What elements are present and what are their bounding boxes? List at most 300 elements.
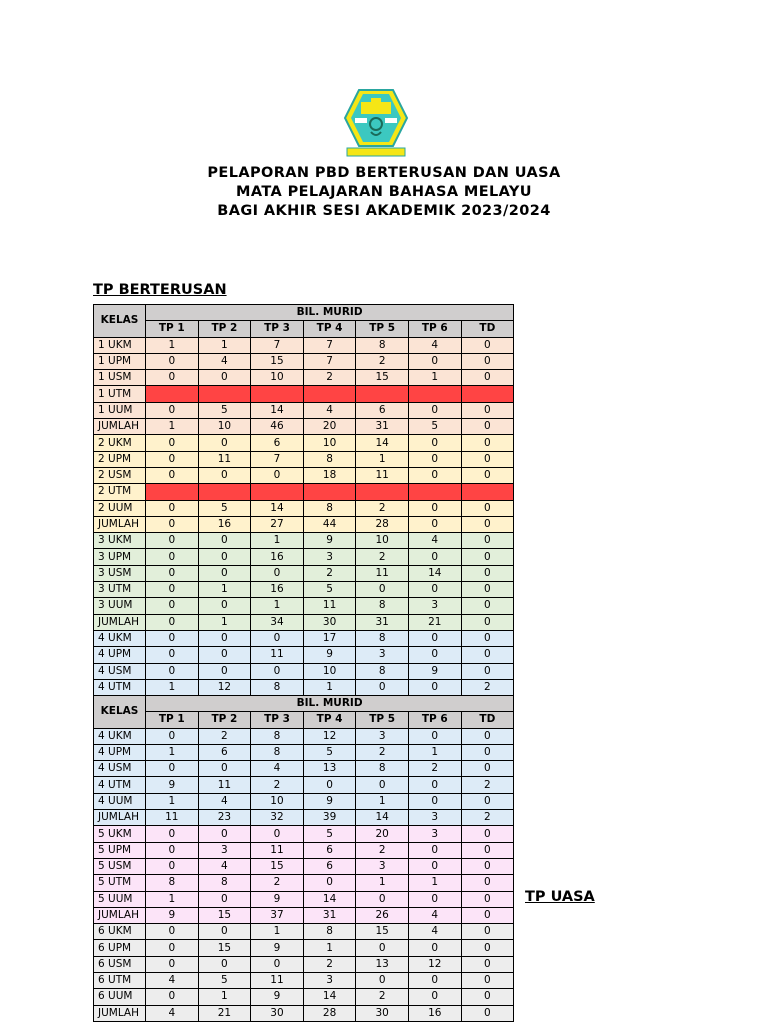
kelas-cell: 3 UTM [94,582,146,598]
kelas-cell: 3 UKM [94,533,146,549]
total-row [94,810,514,826]
value-cell: 0 [461,451,514,467]
value-cell [146,484,199,500]
value-cell: 15 [356,370,409,386]
header-tp1: TP 1 [146,712,199,728]
kelas-cell: JUMLAH [94,810,146,826]
table-row [94,484,514,500]
value-cell: 0 [408,793,461,809]
kelas-cell: 1 UKM [94,337,146,353]
value-cell: 0 [461,940,514,956]
value-cell: 0 [146,435,199,451]
value-cell: 0 [408,435,461,451]
value-cell: 11 [251,842,304,858]
value-cell [461,484,514,500]
value-cell: 46 [251,419,304,435]
header-tp3: TP 3 [251,321,304,337]
value-cell: 0 [461,353,514,369]
value-cell: 28 [303,1005,356,1021]
value-cell: 8 [303,451,356,467]
value-cell: 0 [198,630,251,646]
kelas-cell: 6 USM [94,956,146,972]
value-cell: 0 [303,875,356,891]
value-cell: 1 [356,451,409,467]
value-cell: 10 [303,435,356,451]
value-cell: 0 [461,467,514,483]
value-cell: 0 [146,761,199,777]
value-cell: 0 [146,402,199,418]
value-cell: 9 [146,777,199,793]
kelas-cell: 5 UUM [94,891,146,907]
value-cell: 2 [461,810,514,826]
value-cell: 39 [303,810,356,826]
value-cell: 14 [303,989,356,1005]
value-cell: 26 [356,907,409,923]
kelas-cell: JUMLAH [94,1005,146,1021]
value-cell [198,484,251,500]
value-cell: 0 [408,516,461,532]
value-cell: 3 [356,858,409,874]
value-cell: 0 [356,940,409,956]
value-cell: 0 [198,565,251,581]
value-cell: 0 [198,549,251,565]
value-cell: 10 [198,419,251,435]
value-cell [356,386,409,402]
value-cell: 9 [146,907,199,923]
table-row [94,826,514,842]
value-cell: 2 [461,679,514,695]
kelas-cell: 6 UTM [94,973,146,989]
value-cell: 0 [146,598,199,614]
value-cell: 7 [303,337,356,353]
kelas-cell: 5 UKM [94,826,146,842]
kelas-cell: JUMLAH [94,907,146,923]
value-cell: 0 [408,989,461,1005]
table-row [94,842,514,858]
value-cell: 0 [146,565,199,581]
table-row [94,679,514,695]
value-cell: 0 [461,500,514,516]
value-cell: 3 [198,842,251,858]
value-cell: 0 [146,353,199,369]
value-cell: 0 [461,989,514,1005]
value-cell: 7 [303,353,356,369]
kelas-cell: 2 UUM [94,500,146,516]
table-row [94,989,514,1005]
value-cell: 0 [461,549,514,565]
value-cell: 0 [461,337,514,353]
value-cell: 1 [408,744,461,760]
value-cell: 0 [251,956,304,972]
value-cell: 9 [251,891,304,907]
value-cell: 1 [146,419,199,435]
value-cell: 8 [251,679,304,695]
value-cell: 0 [408,858,461,874]
value-cell: 1 [198,614,251,630]
value-cell: 0 [356,582,409,598]
value-cell: 5 [198,500,251,516]
value-cell: 0 [146,533,199,549]
value-cell: 15 [198,907,251,923]
value-cell: 4 [198,858,251,874]
value-cell: 0 [461,647,514,663]
value-cell: 7 [251,337,304,353]
value-cell: 10 [251,370,304,386]
value-cell: 0 [408,679,461,695]
kelas-cell: 5 UPM [94,842,146,858]
header-tp5: TP 5 [356,321,409,337]
value-cell: 5 [408,419,461,435]
value-cell: 6 [303,858,356,874]
value-cell: 20 [303,419,356,435]
header-tp6: TP 6 [408,321,461,337]
value-cell: 12 [303,728,356,744]
table-row [94,858,514,874]
value-cell: 0 [198,924,251,940]
value-cell: 0 [198,598,251,614]
value-cell: 44 [303,516,356,532]
value-cell: 1 [198,582,251,598]
value-cell: 5 [303,826,356,842]
table-row [94,582,514,598]
value-cell: 32 [251,810,304,826]
value-cell: 6 [356,402,409,418]
value-cell: 18 [303,467,356,483]
kelas-cell: 4 UTM [94,679,146,695]
value-cell: 0 [356,891,409,907]
value-cell: 0 [146,989,199,1005]
value-cell: 3 [356,728,409,744]
value-cell: 1 [303,679,356,695]
header-tp4: TP 4 [303,321,356,337]
value-cell: 0 [198,761,251,777]
table-row [94,647,514,663]
value-cell [408,386,461,402]
table-row [94,598,514,614]
value-cell: 14 [251,402,304,418]
value-cell: 0 [461,435,514,451]
value-cell: 14 [408,565,461,581]
table-row [94,777,514,793]
value-cell: 0 [146,467,199,483]
kelas-cell: 4 UPM [94,744,146,760]
value-cell: 9 [303,533,356,549]
kelas-cell: JUMLAH [94,516,146,532]
total-row [94,419,514,435]
value-cell: 0 [461,858,514,874]
value-cell: 0 [408,500,461,516]
kelas-cell: 4 USM [94,663,146,679]
value-cell: 20 [356,826,409,842]
value-cell: 0 [461,842,514,858]
value-cell: 0 [146,516,199,532]
value-cell: 0 [146,728,199,744]
value-cell: 5 [198,973,251,989]
value-cell: 0 [356,973,409,989]
header-kelas: KELAS [94,696,146,729]
value-cell: 0 [303,777,356,793]
value-cell: 0 [408,777,461,793]
value-cell: 9 [251,940,304,956]
value-cell: 0 [408,630,461,646]
value-cell: 0 [251,467,304,483]
kelas-cell: 4 USM [94,761,146,777]
table-row [94,793,514,809]
value-cell: 0 [461,598,514,614]
value-cell: 0 [198,891,251,907]
kelas-cell: 6 UPM [94,940,146,956]
value-cell: 27 [251,516,304,532]
value-cell: 0 [198,826,251,842]
value-cell: 0 [146,647,199,663]
kelas-cell: 4 UUM [94,793,146,809]
value-cell: 5 [198,402,251,418]
value-cell: 2 [356,842,409,858]
school-crest-icon [343,88,409,158]
value-cell: 6 [303,842,356,858]
kelas-cell: 2 UTM [94,484,146,500]
table-row [94,533,514,549]
value-cell: 4 [408,533,461,549]
value-cell: 2 [303,565,356,581]
kelas-cell: 4 UPM [94,647,146,663]
value-cell: 0 [408,891,461,907]
value-cell: 11 [356,565,409,581]
value-cell: 0 [461,533,514,549]
table-row [94,956,514,972]
table-row [94,565,514,581]
value-cell: 11 [198,451,251,467]
value-cell: 30 [356,1005,409,1021]
value-cell: 3 [408,598,461,614]
value-cell: 15 [356,924,409,940]
value-cell: 0 [408,940,461,956]
value-cell: 0 [408,402,461,418]
value-cell: 1 [146,793,199,809]
value-cell: 11 [198,777,251,793]
value-cell: 11 [146,810,199,826]
kelas-cell: 1 UUM [94,402,146,418]
value-cell: 7 [251,451,304,467]
value-cell: 0 [408,647,461,663]
value-cell: 5 [303,744,356,760]
value-cell: 28 [356,516,409,532]
value-cell: 0 [461,875,514,891]
value-cell: 2 [356,353,409,369]
value-cell: 13 [356,956,409,972]
header-td: TD [461,712,514,728]
value-cell: 3 [408,810,461,826]
header-td: TD [461,321,514,337]
kelas-cell: JUMLAH [94,419,146,435]
value-cell [251,386,304,402]
table-row [94,337,514,353]
value-cell: 2 [303,956,356,972]
value-cell: 13 [303,761,356,777]
title-line-1: PELAPORAN PBD BERTERUSAN DAN UASA [207,165,561,181]
kelas-cell: 2 UKM [94,435,146,451]
value-cell: 4 [251,761,304,777]
value-cell: 0 [461,516,514,532]
value-cell: 8 [356,663,409,679]
kelas-cell: 2 UPM [94,451,146,467]
table-row [94,728,514,744]
value-cell: 0 [198,956,251,972]
value-cell: 15 [251,353,304,369]
table-row [94,435,514,451]
tp-berterusan-table-1 [93,304,514,696]
kelas-cell: 5 USM [94,858,146,874]
table-row [94,891,514,907]
value-cell: 10 [251,793,304,809]
value-cell: 34 [251,614,304,630]
table-row [94,630,514,646]
value-cell: 17 [303,630,356,646]
value-cell: 0 [461,370,514,386]
value-cell: 0 [251,630,304,646]
value-cell: 0 [251,663,304,679]
value-cell: 11 [303,598,356,614]
value-cell: 1 [408,370,461,386]
value-cell: 31 [356,419,409,435]
value-cell: 0 [198,533,251,549]
value-cell [198,386,251,402]
title-line-2: MATA PELAJARAN BAHASA MELAYU [236,184,532,200]
kelas-cell: 4 UKM [94,728,146,744]
value-cell: 16 [408,1005,461,1021]
value-cell: 0 [408,451,461,467]
value-cell: 5 [303,582,356,598]
total-row [94,516,514,532]
value-cell: 0 [461,761,514,777]
total-row [94,907,514,923]
value-cell: 0 [198,435,251,451]
value-cell: 2 [461,777,514,793]
kelas-cell: 4 UTM [94,777,146,793]
value-cell: 21 [198,1005,251,1021]
value-cell: 4 [146,1005,199,1021]
tp-berterusan-table-2 [93,695,514,1022]
table-row [94,549,514,565]
value-cell: 8 [198,875,251,891]
value-cell: 4 [408,337,461,353]
value-cell: 0 [461,924,514,940]
value-cell [461,386,514,402]
value-cell: 6 [198,744,251,760]
value-cell: 0 [408,582,461,598]
value-cell: 14 [356,810,409,826]
value-cell: 0 [461,826,514,842]
value-cell: 0 [461,630,514,646]
value-cell: 1 [146,744,199,760]
value-cell: 3 [356,647,409,663]
value-cell: 4 [198,793,251,809]
value-cell: 2 [303,370,356,386]
report-title [0,164,768,221]
value-cell: 0 [146,826,199,842]
value-cell: 0 [408,973,461,989]
value-cell: 30 [251,1005,304,1021]
value-cell [146,386,199,402]
value-cell: 2 [356,744,409,760]
value-cell [251,484,304,500]
table-row [94,875,514,891]
value-cell: 0 [198,663,251,679]
value-cell: 0 [146,842,199,858]
value-cell: 8 [251,728,304,744]
value-cell: 0 [146,582,199,598]
value-cell: 1 [198,337,251,353]
header-tp3: TP 3 [251,712,304,728]
value-cell: 10 [303,663,356,679]
value-cell: 0 [461,614,514,630]
table-row [94,370,514,386]
value-cell: 0 [146,630,199,646]
value-cell: 4 [303,402,356,418]
value-cell: 0 [146,663,199,679]
value-cell: 1 [251,924,304,940]
value-cell: 0 [461,419,514,435]
value-cell: 0 [408,728,461,744]
value-cell: 0 [461,907,514,923]
title-line-3: BAGI AKHIR SESI AKADEMIK 2023/2024 [217,203,551,219]
value-cell: 31 [303,907,356,923]
value-cell: 0 [146,549,199,565]
value-cell [356,484,409,500]
header-tp1: TP 1 [146,321,199,337]
section-heading-tp-berterusan: TP BERTERUSAN [93,282,227,298]
value-cell: 1 [408,875,461,891]
kelas-cell: JUMLAH [94,614,146,630]
header-tp6: TP 6 [408,712,461,728]
value-cell: 1 [356,875,409,891]
value-cell: 0 [251,565,304,581]
value-cell: 11 [251,973,304,989]
value-cell: 2 [356,989,409,1005]
value-cell: 14 [251,500,304,516]
value-cell: 0 [408,549,461,565]
value-cell [303,484,356,500]
value-cell: 0 [461,793,514,809]
value-cell: 0 [461,663,514,679]
value-cell: 1 [303,940,356,956]
value-cell: 9 [303,647,356,663]
value-cell: 4 [408,924,461,940]
value-cell: 1 [251,533,304,549]
kelas-cell: 1 UPM [94,353,146,369]
header-tp4: TP 4 [303,712,356,728]
value-cell: 12 [198,679,251,695]
value-cell: 3 [303,549,356,565]
value-cell: 0 [461,891,514,907]
table-row [94,663,514,679]
value-cell: 8 [356,761,409,777]
value-cell: 0 [461,728,514,744]
value-cell: 1 [198,989,251,1005]
header-tp2: TP 2 [198,712,251,728]
value-cell: 4 [408,907,461,923]
table-row [94,500,514,516]
value-cell: 2 [198,728,251,744]
kelas-cell: 3 USM [94,565,146,581]
value-cell: 9 [303,793,356,809]
value-cell: 30 [303,614,356,630]
value-cell: 1 [356,793,409,809]
value-cell: 2 [356,549,409,565]
kelas-cell: 1 UTM [94,386,146,402]
value-cell [303,386,356,402]
value-cell: 0 [461,744,514,760]
